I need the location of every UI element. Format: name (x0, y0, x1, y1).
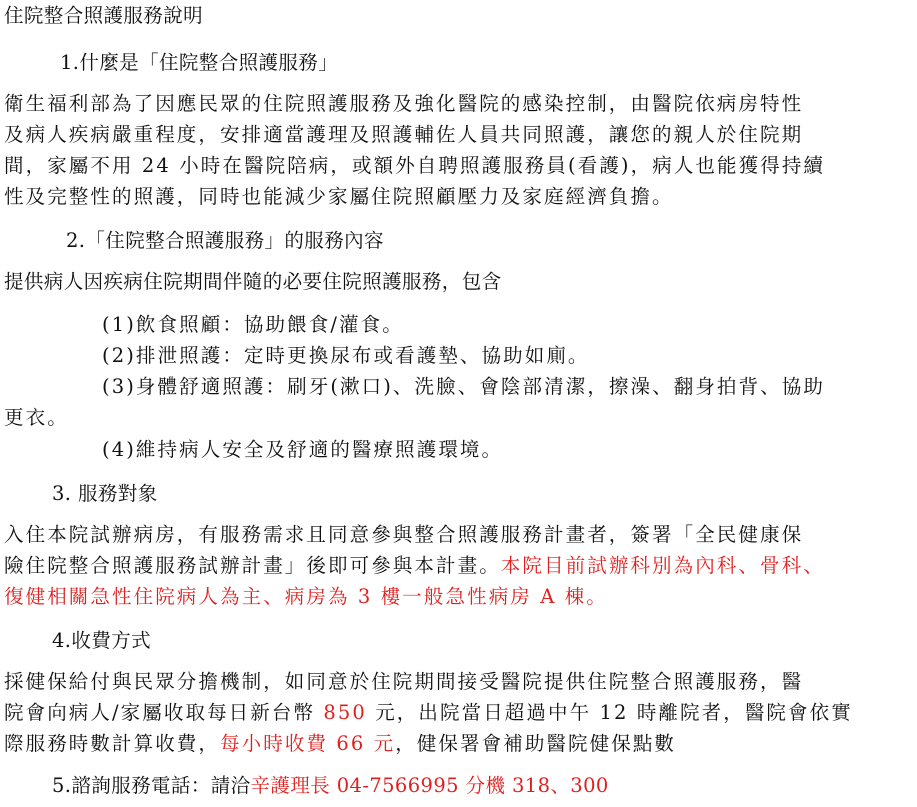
contact-label: 5.諮詢服務電話：請洽 (52, 774, 251, 797)
daily-fee-amount: 850 (323, 701, 367, 724)
section1-line-2: 及病人疾病嚴重程度，安排適當護理及照護輔佐人員共同照護，讓您的親人於住院期 (4, 123, 804, 146)
section2-intro: 提供病人因疾病住院期間伴隨的必要住院照護服務，包含 (4, 270, 502, 293)
section4-line-3 (4, 731, 676, 757)
section4-line-2-a: 院會向病人/家屬收取每日新台幣 (4, 701, 324, 724)
section1-line-3: 間，家屬不用 24 小時在醫院陪病，或額外自聘照護服務員(看護)，病人也能獲得持續 (4, 154, 826, 177)
section2-heading: 2.「住院整合照護服務」的服務內容 (66, 229, 384, 252)
section5-contact (52, 773, 609, 799)
hourly-fee: 每小時收費 66 元 (220, 732, 396, 755)
section3-line-1: 入住本院試辦病房，有服務需求且同意參與整合照護服務計畫者，簽署「全民健康保 (4, 523, 804, 546)
section3-highlight-2: 復健相關急性住院病人為主、病房為 3 樓一般急性病房 A 棟。 (4, 585, 608, 608)
section3-heading: 3. 服務對象 (52, 482, 158, 505)
section4-line-1: 採健保給付與民眾分擔機制，如同意於住院期間接受醫院提供住院整合照護服務，醫 (4, 670, 804, 693)
section4-heading: 4.收費方式 (52, 629, 152, 652)
section3-highlight-1: 本院目前試辦科別為內科、骨科、 (500, 554, 825, 577)
section4-line-3-a: 際服務時數計算收費， (4, 732, 221, 755)
section2-item-4: (4)維持病人安全及舒適的醫療照護環境。 (102, 438, 504, 461)
section4-line-2-b: 元，出院當日超過中午 12 時離院者，醫院會依實 (366, 701, 853, 724)
section3-line-2-text: 險住院整合照護服務試辦計畫」後即可參與本計畫。 (4, 554, 501, 577)
section1-line-4: 性及完整性的照護，同時也能減少家屬住院照顧壓力及家庭經濟負擔。 (4, 185, 674, 208)
section2-item-3-cont: 更衣。 (4, 406, 69, 429)
section4-line-3-b: ，健保署會補助醫院健保點數 (395, 732, 677, 755)
section2-item-1: (1)飲食照顧：協助餵食/灌食。 (102, 313, 404, 336)
section1-line-1: 衛生福利部為了因應民眾的住院照護服務及強化醫院的感染控制，由醫院依病房特性 (4, 92, 804, 115)
page-title: 住院整合照護服務說明 (4, 4, 204, 27)
section1-heading: 1.什麼是「住院整合照護服務」 (60, 51, 339, 74)
section3-line-2 (4, 553, 825, 579)
section4-line-2 (4, 700, 853, 726)
contact-phone: 辛護理長 04-7566995 分機 318、300 (250, 774, 609, 797)
section2-item-2: (2)排泄照護：定時更換尿布或看護墊、協助如廁。 (102, 344, 590, 367)
section2-item-3: (3)身體舒適照護：刷牙(漱口)、洗臉、會陰部清潔，擦澡、翻身拍背、協助 (102, 375, 825, 398)
